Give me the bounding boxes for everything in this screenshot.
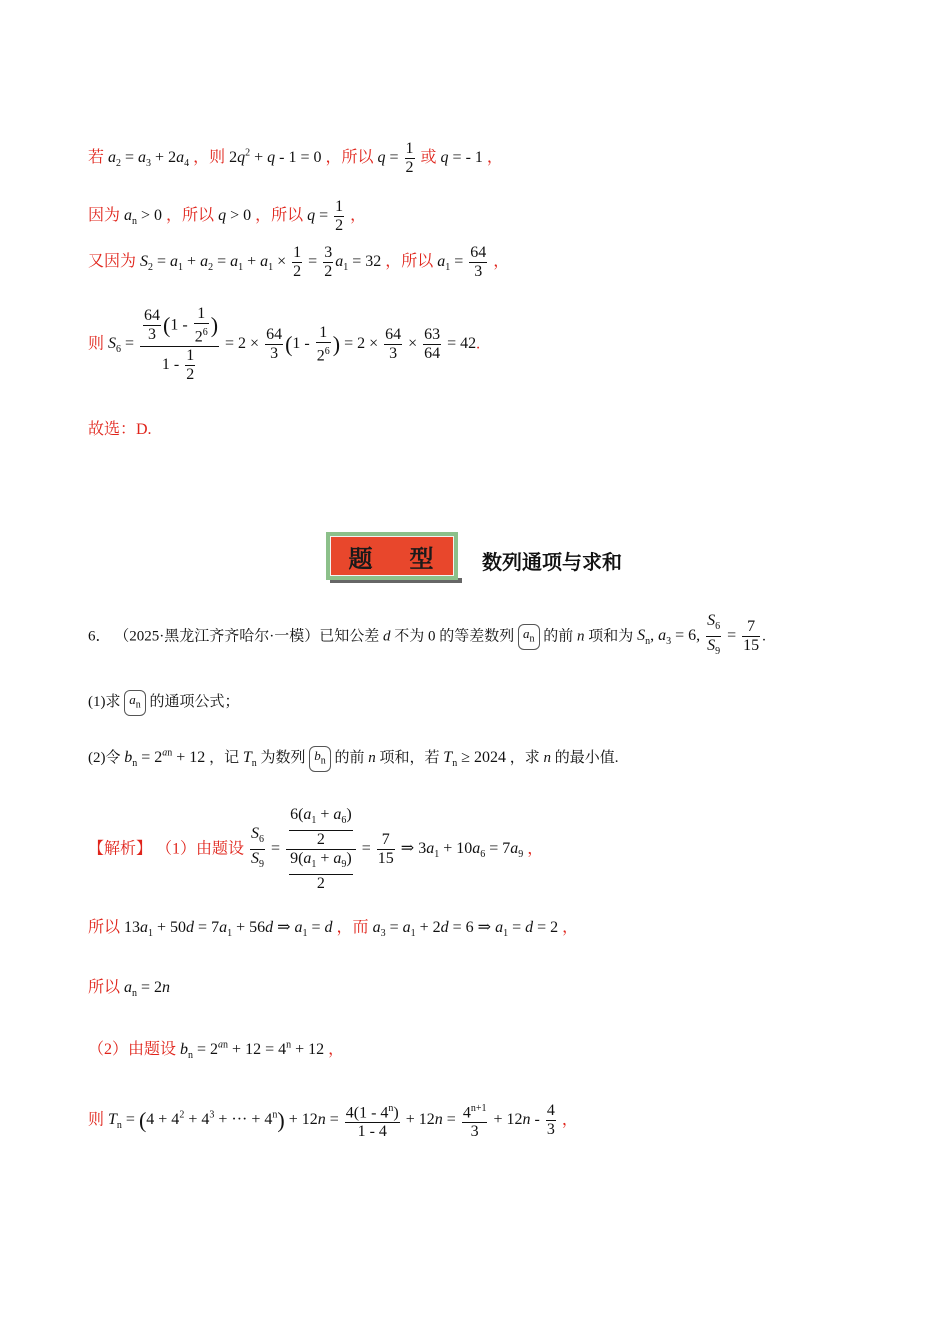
text: ， — [562, 919, 579, 936]
text: ， — [350, 207, 367, 225]
solution-line-2: 因为 $a_n > 0$ ，所以 q > 0 ，所以 q = $\frac{1}{2}$ ， — [88, 198, 367, 234]
text: 的最小值. — [554, 750, 619, 767]
text: （2）由题设 — [88, 1041, 177, 1058]
problem-source: （2025·黑龙江齐齐哈尔·一模）已知公差 — [114, 628, 380, 645]
text: 所以 — [88, 979, 121, 996]
text: 若 — [88, 149, 105, 167]
text: 的前 — [334, 750, 365, 767]
text: 项和，若 — [379, 750, 440, 767]
text: ，所以 — [255, 207, 304, 225]
text: . — [476, 335, 481, 353]
text: 则 — [88, 1111, 105, 1129]
badge-char: 型 — [409, 543, 436, 573]
text: (2)令 — [88, 750, 121, 767]
text: 不为 0 的等差数列 — [394, 628, 515, 645]
text: 的前 — [543, 628, 574, 645]
solution-line-8: （2）由题设 $b_n = 2^{an} + 12 = 4^n + 12$ ， — [88, 1039, 345, 1062]
text: ， — [328, 1041, 345, 1058]
text: 为数列 — [260, 750, 306, 767]
text: ，而 — [336, 919, 369, 936]
question-2: (2)令 $b_n = 2^{an} + 12$ ，记 $T_n$ 为数列 $b_n$ 的前 n 项和，若 $T_n \ge 2024$ ，求 n 的最小值. — [88, 746, 619, 772]
text: ，求 — [509, 750, 540, 767]
text: ，所以 — [325, 149, 374, 167]
text: 或 — [420, 149, 437, 167]
text: ， — [561, 1111, 578, 1129]
text: 的通项公式； — [149, 694, 240, 711]
question-1: (1)求 $a_n$ 的通项公式； — [88, 690, 240, 716]
text: ，则 — [193, 149, 226, 167]
text: (1)求 — [88, 694, 121, 711]
solution-line-5: 故选：D. — [88, 421, 152, 438]
problem-number: 6． — [88, 628, 111, 645]
badge-char: 题 — [348, 543, 375, 573]
problem-statement: 6． （2025·黑龙江齐齐哈尔·一模）已知公差 d 不为 0 的等差数列 $a_n$ 的前 n 项和为 $S_n$, $a_3 = 6$, $\frac{S_6}{S_9}$ = $\frac{7}{15}$ . — [88, 612, 766, 658]
text: 又因为 — [88, 253, 137, 271]
text: （1）由题设 — [156, 840, 245, 858]
solution-line-7: 所以 $a_n = 2n$ — [88, 979, 171, 1000]
solution-line-9: 则 $T_n = (4 + 4^2 + 4^3$ + ··· + $4^n) + 12n$ = $\frac{4(1 - 4^n)}{1 - 4}$ + 12n = $\frac{4^{n+1}}{3}$ + 12n - $\frac{4}{3}$ ， — [88, 1100, 578, 1141]
text: ，记 — [209, 750, 240, 767]
solution-part1: 【解析】 （1）由题设 $\frac{S_6}{S_9}$ = $\frac{\frac{6(a_1 + a_6)}{2}}{\frac{9(a_1 + a_9)}{2}}$ = $\frac{7}{15}$ ⇒ $3a_1 + 10a_6 = 7a_9$ ， — [88, 806, 544, 893]
text: 因为 — [88, 207, 121, 225]
text: 所以 — [88, 919, 121, 936]
text: ，所以 — [166, 207, 215, 225]
text: 则 — [88, 335, 105, 353]
solution-line-4: 则 $S_6$ = $\frac{64}{3}$ (1 - $\frac{1}{2^6}$ ) 1 - $\frac{1}{2}$ = 2 × $\frac{64}{3}$ (1 - $\frac{1}{2^6}$ ) = 2 × $\frac{64}{3}$ × $\frac{63}{64}$ = 42. — [88, 305, 481, 384]
text: . — [762, 628, 766, 645]
text: ，所以 — [385, 253, 434, 271]
text: 项和为 — [588, 628, 634, 645]
section-title: 数列通项与求和 — [482, 550, 622, 574]
solution-tag: 【解析】 — [88, 840, 153, 858]
text: ， — [486, 149, 503, 167]
text: ， — [493, 253, 510, 271]
solution-line-3: 又因为 $S_2 = a_1 + a_2 = a_1 + a_1$ × $\frac{1}{2}$ = $\frac{3}{2}$ $a_1 = 32$ ，所以 $a_1$ = $\frac{64}{3}$ ， — [88, 244, 510, 280]
solution-line-6: 所以 $13a_1 + 50d = 7a_1 + 56d$ ⇒ $a_1 = d$ ，而 $a_3 = a_1 + 2d = 6$ ⇒ $a_1 = d = 2$ ， — [88, 919, 579, 940]
solution-line-1: 若 $a_2 = a_3 + 2a_4$ ，则 $2q^2 + q - 1 = 0$ ，所以 q = $\frac{1}{2}$ 或 q = - 1 ， — [88, 140, 503, 176]
section-badge — [326, 532, 458, 580]
